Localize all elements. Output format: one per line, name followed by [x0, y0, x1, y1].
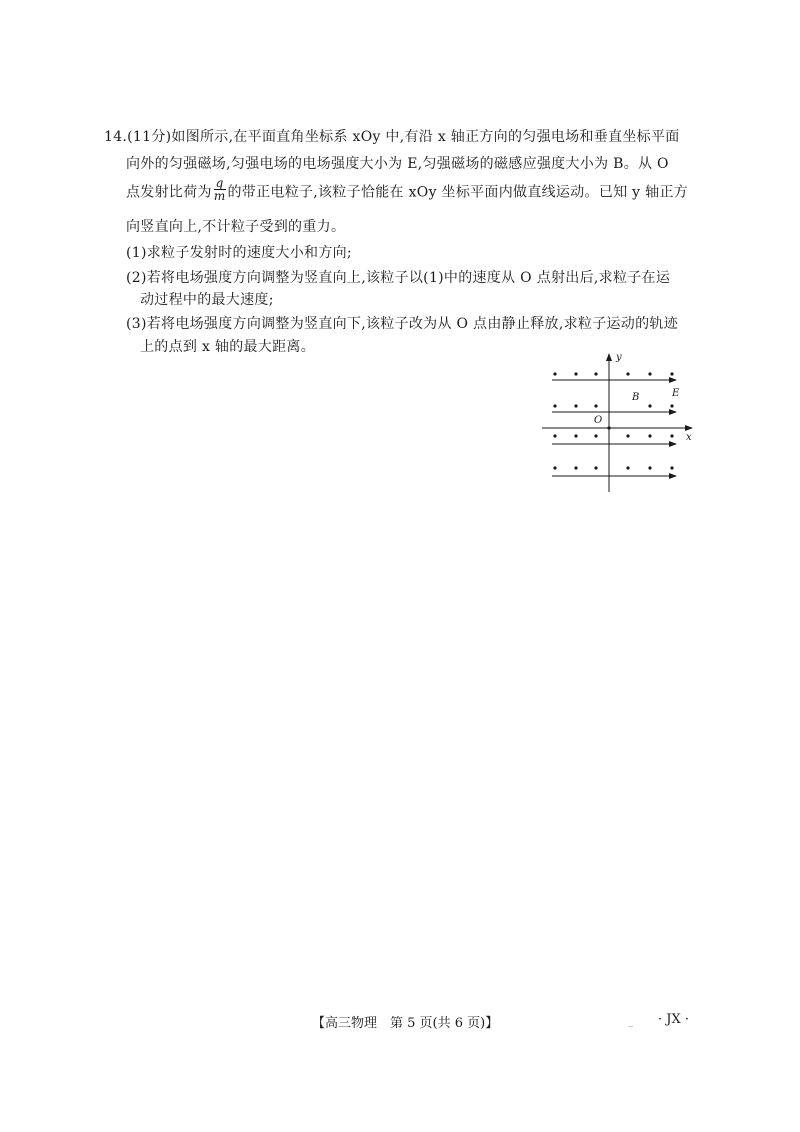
question-line-3-post: 的带正电粒子,该粒子恰能在 xOy 坐标平面内做直线运动。已知 y 轴正方 [227, 184, 689, 201]
fraction-denominator: m [213, 189, 226, 203]
origin-label: O [594, 415, 603, 426]
part-3-line-2: 上的点到 x 轴的最大距离。 [140, 339, 315, 355]
y-axis-label: y [616, 352, 622, 363]
question-line-3 [126, 176, 689, 205]
question-line-2: 向外的匀强磁场,匀强电场的电场强度大小为 E,匀强磁场的磁感应强度大小为 B。从 O [126, 156, 669, 172]
part-3-line-1: (3)若将电场强度方向调整为竖直向下,该粒子改为从 O 点由静止释放,求粒子运动的轨迹 [126, 316, 679, 332]
magnetic-field-dots [553, 372, 673, 469]
footer-mark: _ [628, 1016, 633, 1027]
question-line-3-pre: 点发射比荷为 [126, 184, 212, 201]
part-2-line-1: (2)若将电场强度方向调整为竖直向上,该粒子以(1)中的速度从 O 点射出后,求粒子在运 [126, 270, 671, 286]
x-axis-label: x [686, 432, 692, 443]
charge-mass-fraction [214, 177, 226, 202]
part-1: (1)求粒子发射时的速度大小和方向; [126, 245, 352, 261]
part-2-line-2: 动过程中的最大速度; [140, 292, 274, 308]
field-diagram [538, 350, 698, 500]
fraction-numerator: q [215, 176, 224, 190]
e-field-label: E [672, 388, 680, 399]
footer-code: · JX · [658, 1012, 689, 1027]
question-line-4: 向竖直向上,不计粒子受到的重力。 [126, 219, 346, 235]
b-field-label: B [632, 392, 640, 403]
page-footer: 【高三物理 第 5 页(共 6 页)】 [312, 1016, 499, 1031]
question-line-1: 14.(11分)如图所示,在平面直角坐标系 xOy 中,有沿 x 轴正方向的匀强电场和垂直坐标平面 [104, 129, 680, 145]
